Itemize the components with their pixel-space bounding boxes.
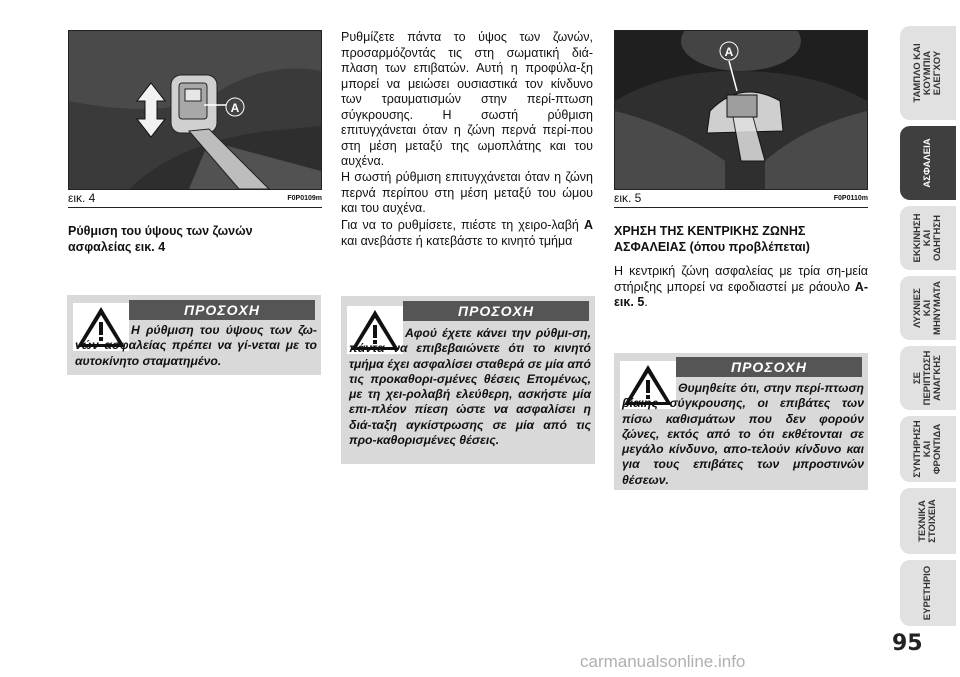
warning-title: ΠΡΟΣΟΧΗ <box>676 357 862 377</box>
seatbelt-height-adjuster-illustration <box>69 31 321 189</box>
retractor-ref: A-εικ. 5 <box>614 279 868 309</box>
figure-4-marker: A <box>230 101 240 115</box>
tab-label: ΕΥΡΕΤΗΡΙΟ <box>922 565 933 621</box>
warning-text: Η ρύθμιση του ύψους των ζω-νών ασφαλείας πρέπει να γί-νεται με το αυτοκίνητο σταματημένο. <box>75 323 317 368</box>
tab-index[interactable] <box>900 560 956 626</box>
warning-title: ΠΡΟΣΟΧΗ <box>129 300 315 320</box>
handle-a-ref: A <box>583 218 593 232</box>
tab-label: ΕΚΚΙΝΗΣΗ ΚΑΙ ΟΔΗΓΗΣΗ <box>912 213 943 263</box>
figure-5-marker: A <box>724 45 734 59</box>
tab-label: ΤΕΧΝΙΚΑ ΣΤΟΙΧΕΙΑ <box>917 499 938 543</box>
figure-4-code: F0P0109m <box>287 195 322 202</box>
tab-technical-data[interactable] <box>900 488 956 554</box>
tab-label: ΤΑΜΠΛΟ ΚΑΙ ΚΟΥΜΠΙΑ ΕΛΕΓΧΟΥ <box>912 43 943 103</box>
paragraph-how-to-adjust <box>341 218 593 249</box>
figure-5-label: εικ. 5 <box>614 191 642 205</box>
warning-title: ΠΡΟΣΟΧΗ <box>403 301 589 321</box>
paragraph-central-belt <box>614 264 868 311</box>
tab-lights-messages[interactable] <box>900 276 956 340</box>
page-number: 95 <box>892 631 923 656</box>
central-belt-text-2: . <box>644 295 648 309</box>
warning-text: Αφού έχετε κάνει την ρύθμι-ση, πάντα να επιβεβαιώνετε ότι το κινητό τμήμα έχει ασφαλίσει σταθερά σε μία από τις προκαθορι-σμένες θέσεις Επομένως, με τη χει-ρολαβή ελεύθερη, ασκήστε μία επι-πλέον πίεση ώστε να ασφαλίσει η διά-ταξη αγκίστρωσης σε μία από τις προ-καθορισμένες θέσεις. <box>349 326 591 448</box>
figure-4-caption <box>68 190 322 206</box>
tab-label: ΣΕ ΠΕΡΙΠΤΩΣΗ ΑΝΑΓΚΗΣ <box>912 350 943 406</box>
tab-maintenance-care[interactable] <box>900 416 956 482</box>
figure-4-image <box>68 30 322 190</box>
how-to-adjust-text-1: Για να το ρυθμίσετε, πιέστε τη χειρο-λαβή <box>341 218 584 232</box>
paragraph-adjust-height: Ρυθμίζετε πάντα το ύψος των ζωνών, προσαρμόζοντάς τις στη σωματική διά-πλαση των επιβατών. Αυτή η προφύλα-ξη μπορεί να μειώσει ουσιαστικά τον κίνδυνο των τραυματισμών στην περί-πτωση σύγκρουσης. Η σωστή ρύθμιση επιτυγχάνεται όταν η ζώνη περνά περί-που στη μέση μεταξύ της ωμοπλάτης και του αυχένα. <box>341 30 593 168</box>
section-heading-height-adjustment: Ρύθμιση του ύψους των ζωνών ασφαλείας εικ. 4 <box>68 224 253 254</box>
warning-box-1 <box>67 295 321 375</box>
figure-5-code: F0P0110m <box>833 195 868 202</box>
section-heading-central-belt: ΧΡΗΣΗ ΤΗΣ ΚΕΝΤΡΙΚΗΣ ΖΩΝΗΣ ΑΣΦΑΛΕΙΑΣ (όπου προβλέπεται) <box>614 224 810 254</box>
watermark: carmanualsonline.info <box>580 652 746 671</box>
paragraph-correct-adjustment: Η σωστή ρύθμιση επιτυγχάνεται όταν η ζώνη περνά περίπου στη μέση μεταξύ του ώμου και του αυχένα. <box>341 170 593 215</box>
tab-safety[interactable] <box>900 126 956 200</box>
tab-starting-driving[interactable] <box>900 206 956 270</box>
central-belt-text-1: Η κεντρική ζώνη ασφαλείας με τρία ση-μεία στήριξης μπορεί να εφοδιαστεί με ράουλο <box>614 264 868 294</box>
tab-label: ΛΥΧΝΙΕΣ ΚΑΙ ΜΗΝΥΜΑΤΑ <box>912 281 943 335</box>
central-seatbelt-retractor-illustration <box>615 31 867 189</box>
figure-4-label: εικ. 4 <box>68 191 96 205</box>
tab-emergency[interactable] <box>900 346 956 410</box>
warning-box-3 <box>614 353 868 490</box>
figure-5-caption <box>614 190 868 206</box>
warning-text: Θυμηθείτε ότι, στην περί-πτωση βίαιης σύγκρουσης, οι επιβάτες των πίσω καθισμάτων που δεν φορούν ζώνες, εκτός από το ότι εκθέτονται σε μεγάλο κίνδυνο, απο-τελούν κίνδυνο και για τους επιβάτες των μπροστινών θέσεων. <box>622 381 864 487</box>
figure-4-caption-rule <box>68 207 322 208</box>
how-to-adjust-text-2: και ανεβάστε ή κατεβάστε το κινητό τμήμα <box>341 233 573 248</box>
tab-dashboard-controls[interactable] <box>900 26 956 120</box>
tab-label: ΑΣΦΑΛΕΙΑ <box>922 138 933 188</box>
figure-5-caption-rule <box>614 207 868 208</box>
figure-5-image <box>614 30 868 190</box>
tab-label: ΣΥΝΤΗΡΗΣΗ ΚΑΙ ΦΡΟΝΤΙΔΑ <box>912 420 943 478</box>
warning-box-2 <box>341 296 595 464</box>
